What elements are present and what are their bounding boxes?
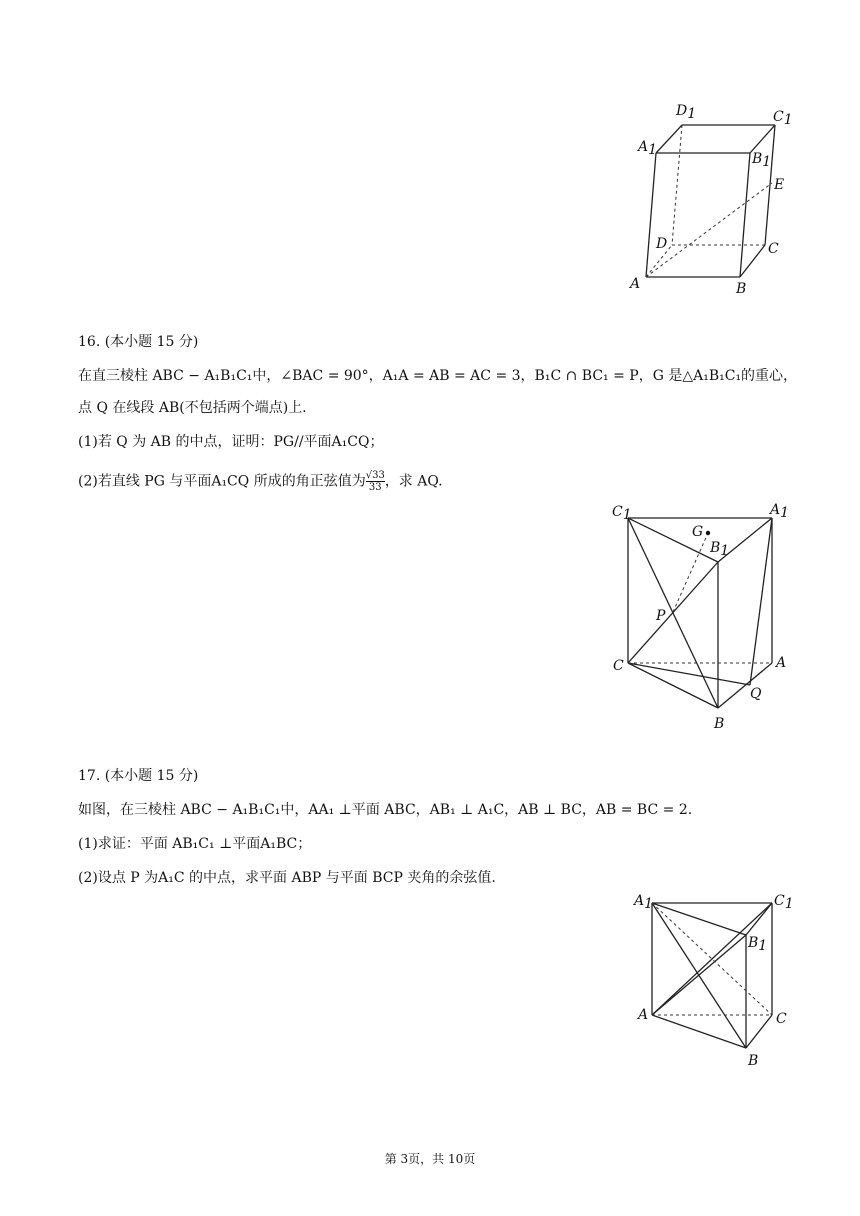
- q17-header: 17. (本小题 15 分): [78, 768, 199, 784]
- fig2-label-P: P: [656, 608, 666, 624]
- fig3-label-C: C: [776, 1011, 787, 1027]
- fig2-label-G: G: [692, 524, 704, 540]
- fig2-label-C1: C1: [612, 504, 632, 523]
- fig2-label-B1: B1: [710, 540, 730, 559]
- fig1-label-D1: D1: [676, 103, 697, 122]
- fig3-label-B1: B1: [748, 935, 768, 954]
- figure-parallelepiped: [620, 95, 800, 305]
- q17-part2: (2)设点 P 为A₁C 的中点，求平面 ABP 与平面 BCP 夹角的余弦值.: [78, 870, 496, 886]
- fig3-label-B: B: [748, 1053, 759, 1069]
- fig1-label-B1: B1: [752, 151, 772, 170]
- fig3-label-C1: C1: [774, 893, 794, 912]
- fig1-edges: [646, 125, 775, 277]
- fig1-label-A: A: [630, 276, 641, 292]
- fig3-label-A1: A1: [634, 893, 654, 912]
- fig2-label-Q: Q: [750, 686, 762, 702]
- fig1-label-B: B: [736, 281, 747, 297]
- fig2-edges: [628, 518, 772, 708]
- q16-part2: [78, 470, 443, 493]
- q16-line2: 点 Q 在线段 AB(不包括两个端点)上.: [78, 400, 307, 416]
- q16-part2-pre: (2)若直线 PG 与平面A₁CQ 所成的角正弦值为: [78, 473, 366, 490]
- fig2-label-A: A: [776, 655, 787, 671]
- fig2-label-B: B: [714, 716, 725, 732]
- q16-header: 16. (本小题 15 分): [78, 334, 199, 350]
- q16-part1: (1)若 Q 为 AB 的中点，证明：PG//平面A₁CQ；: [78, 434, 384, 450]
- q16-line1: 在直三棱柱 ABC − A₁B₁C₁中，∠BAC = 90°，A₁A = AB = AC = 3，B₁C ∩ BC₁ = P，G 是△A₁B₁C₁的重心，: [78, 368, 798, 384]
- fig1-label-D: D: [656, 236, 668, 252]
- fig2-label-A1: A1: [770, 502, 790, 521]
- fig3-label-A: A: [638, 1007, 649, 1023]
- q16-fraction-den: 33: [368, 482, 382, 493]
- fig1-label-C1: C1: [773, 109, 793, 128]
- q16-fraction: [366, 470, 385, 493]
- fig2-label-C: C: [613, 658, 624, 674]
- figure-prism-q16: [600, 498, 800, 738]
- page-footer: 第 3页，共 10页: [384, 1152, 476, 1166]
- fig1-label-A1: A1: [638, 139, 658, 158]
- q16-fraction-num: √33: [365, 470, 385, 481]
- q17-part1: (1)求证：平面 AB₁C₁ ⊥平面A₁BC；: [78, 836, 312, 852]
- figure-prism-q17: [620, 885, 810, 1075]
- q17-line1: 如图，在三棱柱 ABC − A₁B₁C₁中，AA₁ ⊥平面 ABC，AB₁ ⊥ A₁C，AB ⊥ BC，AB = BC = 2.: [78, 802, 693, 818]
- fig1-label-C: C: [768, 241, 779, 257]
- fig3-edges: [652, 903, 772, 1048]
- q16-part2-post: ，求 AQ.: [384, 473, 443, 490]
- fig1-label-E: E: [774, 177, 785, 193]
